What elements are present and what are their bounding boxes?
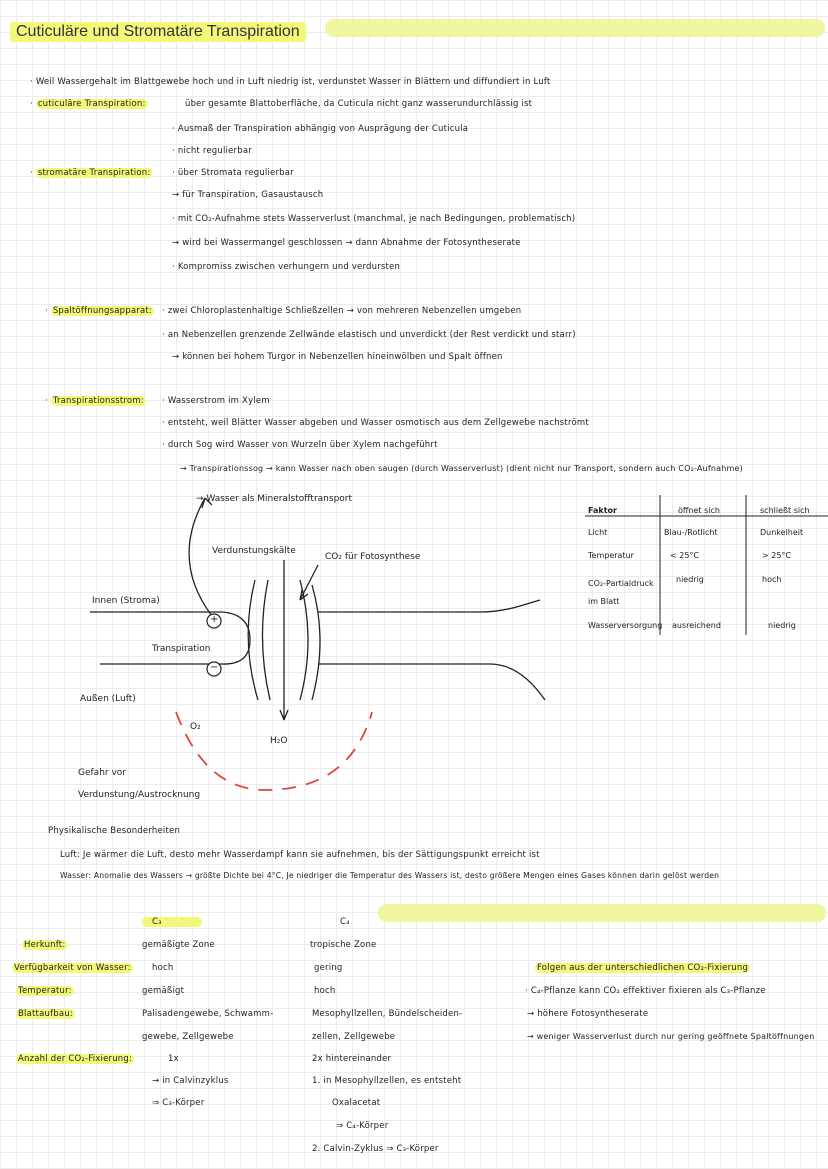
- c4-value: Mesophyllzellen, Bündelscheiden-: [312, 1009, 463, 1019]
- compare-label: Temperatur:: [18, 986, 72, 996]
- table-cell: Dunkelheit: [760, 528, 804, 537]
- diagram-transpiration-label: Transpiration: [152, 644, 211, 654]
- cuticulaer-label: · cuticuläre Transpiration:: [30, 99, 146, 109]
- table-cell: Wasserversorgung: [588, 621, 663, 630]
- table-cell: hoch: [762, 575, 782, 584]
- compare-label: Anzahl der CO₂-Fixierung:: [18, 1054, 133, 1064]
- c3-value: gewebe, Zellgewebe: [142, 1032, 234, 1042]
- c3-header: C₃: [142, 917, 202, 927]
- c3-value: ⇒ C₃-Körper: [152, 1098, 205, 1108]
- leaf-upper-left: [90, 612, 250, 664]
- diagram-gefahr-label: Gefahr vor Verdunstung/Austrocknung: [78, 768, 201, 800]
- stomataer-point: · über Stromata regulierbar: [172, 168, 294, 178]
- cuticulaer-point: · Ausmaß der Transpiration abhängig von Ausprägung der Cuticula: [172, 124, 469, 134]
- c4-value: tropische Zone: [310, 940, 377, 950]
- spalt-point: · zwei Chloroplastenhaltige Schließzellen → von mehreren Nebenzellen umgeben: [162, 306, 522, 316]
- c3-value: gemäßigt: [142, 986, 185, 996]
- strom-point: · durch Sog wird Wasser von Wurzeln über Xylem nachgeführt: [162, 440, 438, 450]
- table-cell: Blau-/Rotlicht: [664, 528, 718, 537]
- guard-cell-right-inner: [312, 585, 320, 700]
- diagram-o2-label: O₂: [190, 722, 201, 732]
- stomataer-point: → für Transpiration, Gasaustausch: [172, 190, 324, 200]
- table-cell: Licht: [588, 528, 608, 537]
- strom-point: → Transpirationssog → kann Wasser nach oben saugen (durch Wasserverlust) (dient nicht nur Transport, sondern auch CO₂-Aufnahme): [180, 464, 743, 473]
- spalt-point: → können bei hohem Turgor in Nebenzellen hineinwölben und Spalt öffnen: [172, 352, 503, 362]
- phys-wasser: Wasser: Anomalie des Wassers → größte Dichte bei 4°C, Je niedriger die Temperatur des Wassers ist, desto größere Mengen eines Gases können darin gelöst werden: [60, 871, 720, 880]
- table-cell: CO₂-Partialdruck im Blatt: [588, 579, 654, 606]
- compare-label: Blattaufbau:: [18, 1009, 73, 1019]
- table-header: schließt sich: [760, 506, 810, 515]
- c4-value: Oxalacetat: [332, 1098, 381, 1108]
- strom-point: · entsteht, weil Blätter Wasser abgeben und Wasser osmotisch aus dem Zellgewebe nachströmt: [162, 418, 589, 428]
- phys-luft: Luft: Je wärmer die Luft, desto mehr Wasserdampf kann sie aufnehmen, bis der Sättigungspunkt erreicht ist: [60, 850, 540, 860]
- strom-label: · Transpirationsstrom:: [45, 396, 144, 406]
- table-header: Faktor: [588, 506, 617, 515]
- stomataer-point: → wird bei Wassermangel geschlossen → dann Abnahme der Fotosyntheserate: [172, 238, 521, 248]
- spalt-point: · an Nebenzellen grenzende Zellwände elastisch und unverdickt (der Rest verdickt und starr): [162, 330, 576, 340]
- diagram-verdunstung-label: Verdunstungskälte: [212, 546, 296, 556]
- table-cell: > 25°C: [762, 551, 792, 560]
- table-header: öffnet sich: [678, 506, 720, 515]
- leaf-lower-right: [318, 664, 545, 700]
- stomataer-point: · mit CO₂-Aufnahme stets Wasserverlust (manchmal, je nach Bedingungen, problematisch): [172, 214, 576, 224]
- phys-title: Physikalische Besonderheiten: [48, 826, 181, 836]
- c4-value: 1. in Mesophyllzellen, es entsteht: [312, 1076, 462, 1086]
- stomataer-label: · stromatäre Transpiration:: [30, 168, 151, 178]
- water-arrow: [189, 498, 212, 616]
- table-cell: ausreichend: [672, 621, 721, 630]
- stomataer-point: · Kompromiss zwischen verhungern und verdursten: [172, 262, 401, 272]
- diagram-h2o-label: H₂O: [270, 736, 288, 746]
- c3-value: gemäßigte Zone: [142, 940, 215, 950]
- leaf-upper-right: [318, 600, 540, 612]
- diagram-wasser-label: → Wasser als Mineralstofftransport: [196, 494, 353, 504]
- c4-header: C₄: [340, 917, 350, 927]
- spalt-label: · Spaltöffnungsapparat:: [45, 306, 152, 316]
- c3-value: 1x: [168, 1054, 179, 1064]
- plus-sign: +: [210, 614, 219, 625]
- compare-bar: [378, 904, 826, 922]
- table-cell: niedrig: [768, 621, 796, 630]
- c3-value: hoch: [152, 963, 174, 973]
- minus-sign: −: [210, 662, 219, 673]
- compare-label: Verfügbarkeit von Wasser:: [14, 963, 131, 973]
- diagram-innen-label: Innen (Stroma): [92, 596, 160, 606]
- table-cell: < 25°C: [670, 551, 700, 560]
- table-cell: niedrig: [676, 575, 704, 584]
- guard-cell-left-inner: [262, 580, 270, 700]
- c4-value: 2. Calvin-Zyklus ⇒ C₃-Körper: [312, 1144, 439, 1154]
- c3-value: Palisadengewebe, Schwamm-: [142, 1009, 274, 1019]
- diagram-co2-label: CO₂ für Fotosynthese: [325, 552, 421, 562]
- co2-arrow: [300, 565, 318, 600]
- diagram-aussen-label: Außen (Luft): [80, 694, 136, 704]
- cuticulaer-point: über gesamte Blattoberfläche, da Cuticula nicht ganz wasserundurchlässig ist: [185, 99, 533, 109]
- table-cell: Temperatur: [588, 551, 634, 560]
- cuticulaer-point: · nicht regulierbar: [172, 146, 252, 156]
- c4-value: ⇒ C₄-Körper: [336, 1121, 389, 1131]
- folgen-point: → höhere Fotosyntheserate: [527, 1009, 649, 1019]
- folgen-title: Folgen aus der unterschiedlichen CO₂-Fixierung: [537, 963, 749, 973]
- strom-point: · Wasserstrom im Xylem: [162, 396, 270, 406]
- folgen-point: · C₄-Pflanze kann CO₂ effektiver fixieren als C₃-Pflanze: [525, 986, 766, 996]
- folgen-point: → weniger Wasserverlust durch nur gering geöffnete Spaltöffnungen: [527, 1032, 815, 1041]
- c4-value: zellen, Zellgewebe: [312, 1032, 396, 1042]
- c4-value: hoch: [314, 986, 336, 996]
- c4-value: gering: [314, 963, 343, 973]
- compare-label: Herkunft:: [24, 940, 66, 950]
- intro-text: · Weil Wassergehalt im Blattgewebe hoch und in Luft niedrig ist, verdunstet Wasser in Blättern und diffundiert in Luft: [30, 77, 551, 87]
- c3-value: → in Calvinzyklus: [152, 1076, 229, 1086]
- c4-value: 2x hintereinander: [312, 1054, 392, 1064]
- danger-arc: [176, 712, 372, 790]
- page-title: Cuticuläre und Stromatäre Transpiration: [10, 22, 306, 42]
